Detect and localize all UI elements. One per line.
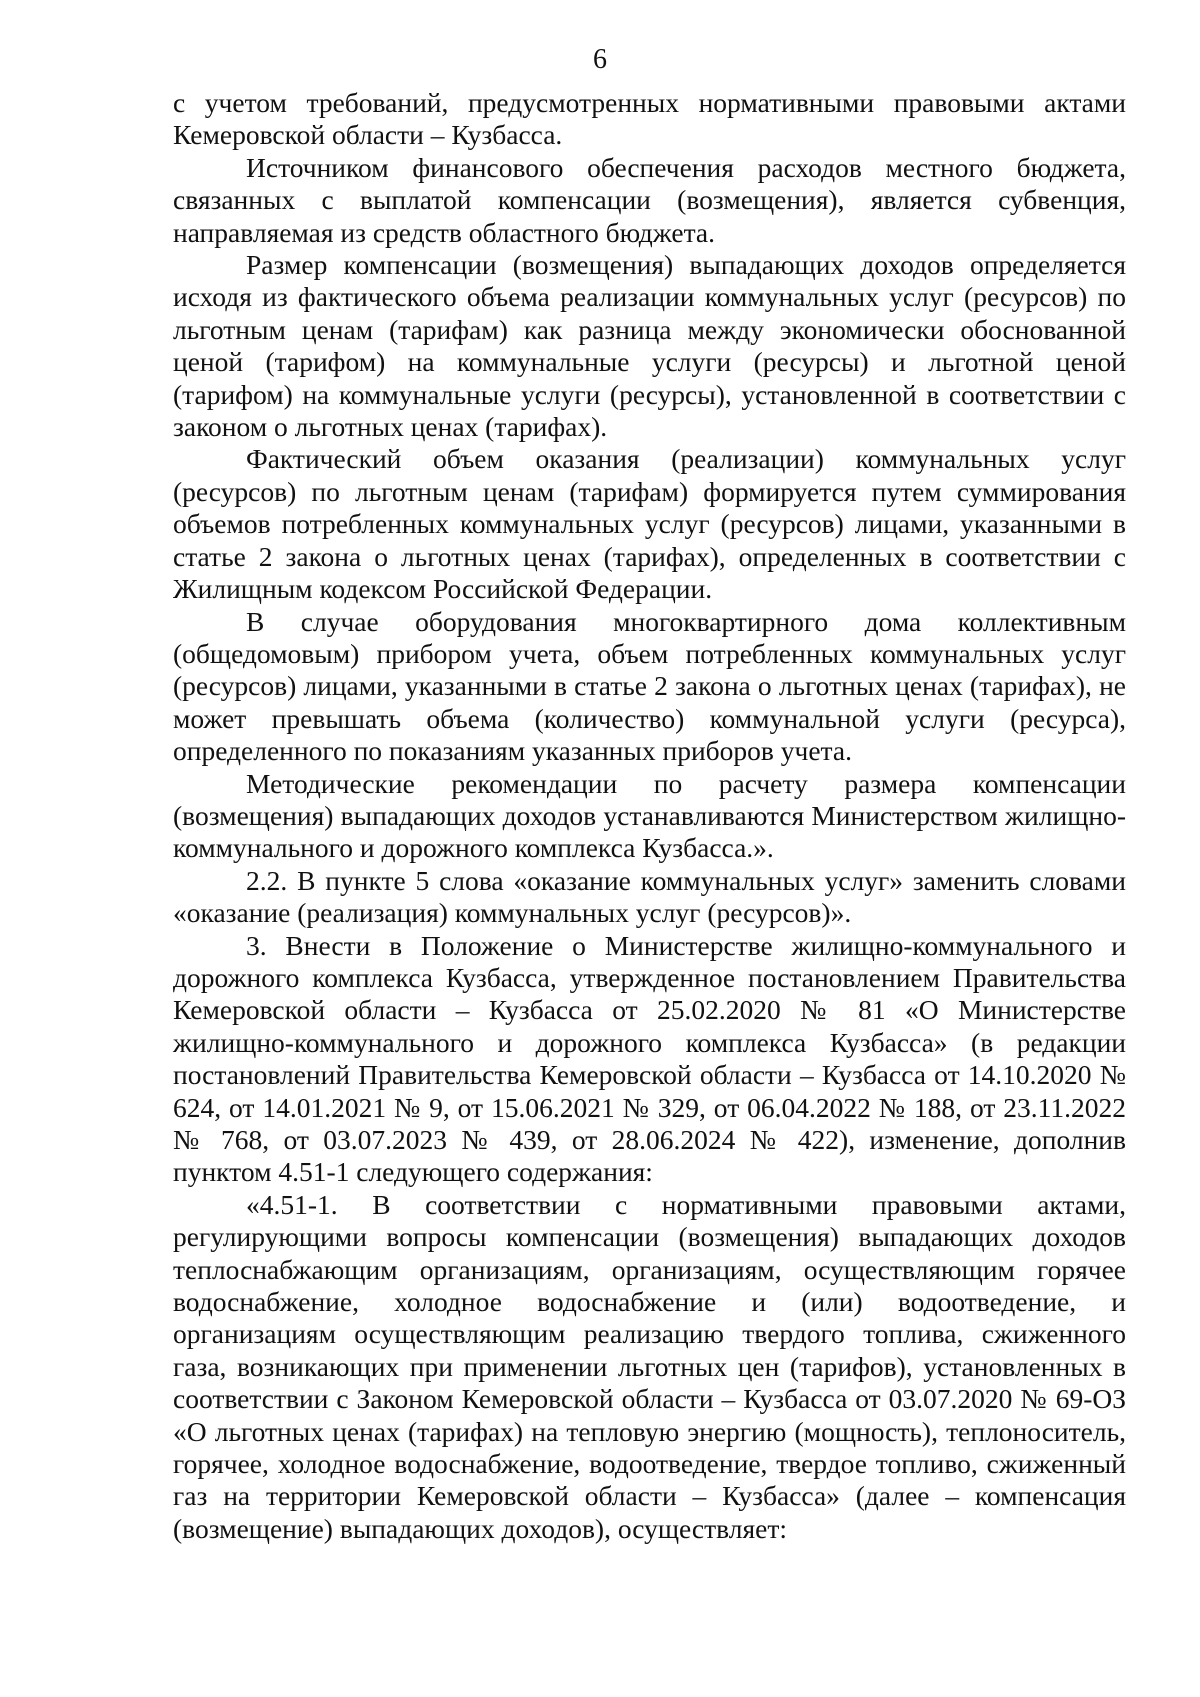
paragraph-actual-volume: Фактический объем оказания (реализации) коммунальных услуг (ресурсов) по льготным ценам (тарифам) формируется путем суммирования объемов потребленных коммунальных услуг (ресурсов) лицами, указанными в статье 2 закона о льготных ценах (тарифах), определенных в соответствии с Жилищным кодексом Российской Федерации. bbox=[173, 443, 1126, 605]
document-body bbox=[173, 87, 1126, 1545]
paragraph-funding-source: Источником финансового обеспечения расходов местного бюджета, связанных с выплатой компенсации (возмещения), является субвенция, направляемая из средств областного бюджета. bbox=[173, 151, 1126, 248]
paragraph-item-4-51-1: «4.51-1. В соответствии с нормативными правовыми актами, регулирующими вопросы компенсации (возмещения) выпадающих доходов теплоснабжающим организациям, организациям, осуществляющим горячее водоснабжение, холодное водоснабжение и (или) водоотведение, и организациям осуществляющим реализацию твердого топлива, сжиженного газа, возникающих при применении льготных цен (тарифов), установленных в соответствии с Законом Кемеровской области – Кузбасса от 03.07.2020 № 69-ОЗ «О льготных ценах (тарифах) на тепловую энергию (мощность), теплоноситель, горячее, холодное водоснабжение, водоотведение, твердое топливо, сжиженный газ на территории Кемеровской области – Кузбасса» (далее – компенсация (возмещение) выпадающих доходов), осуществляет: bbox=[173, 1188, 1126, 1544]
paragraph-metering: В случае оборудования многоквартирного дома коллективным (общедомовым) прибором учета, объем потребленных коммунальных услуг (ресурсов) лицами, указанными в статье 2 закона о льготных ценах (тарифах), не может превышать объема (количество) коммунальной услуги (ресурса), определенного по показаниям указанных приборов учета. bbox=[173, 605, 1126, 767]
paragraph-item-2-2: 2.2. В пункте 5 слова «оказание коммунальных услуг» заменить словами «оказание (реализация) коммунальных услуг (ресурсов)». bbox=[173, 864, 1126, 929]
page-number: 6 bbox=[593, 44, 607, 75]
paragraph-continuation: с учетом требований, предусмотренных нормативными правовыми актами Кемеровской области – Кузбасса. bbox=[173, 87, 1126, 151]
paragraph-item-3: 3. Внести в Положение о Министерстве жилищно-коммунального и дорожного комплекса Кузбасса, утвержденное постановлением Правительства Кемеровской области – Кузбасса от 25.02.2020 № 81 «О Министерстве жилищно-коммунального и дорожного комплекса Кузбасса» (в редакции постановлений Правительства Кемеровской области – Кузбасса от 14.10.2020 № 624, от 14.01.2021 № 9, от 15.06.2021 № 329, от 06.04.2022 № 188, от 23.11.2022 № 768, от 03.07.2023 № 439, от 28.06.2024 № 422), изменение, дополнив пунктом 4.51-1 следующего содержания: bbox=[173, 929, 1126, 1188]
paragraph-compensation-amount: Размер компенсации (возмещения) выпадающих доходов определяется исходя из фактического объема реализации коммунальных услуг (ресурсов) по льготным ценам (тарифам) как разница между экономически обоснованной ценой (тарифом) на коммунальные услуги (ресурсы) и льготной ценой (тарифом) на коммунальные услуги (ресурсы), установленной в соответствии с законом о льготных ценах (тарифах). bbox=[173, 249, 1126, 443]
paragraph-methodology: Методические рекомендации по расчету размера компенсации (возмещения) выпадающих доходов устанавливаются Министерством жилищно-коммунального и дорожного комплекса Кузбасса.». bbox=[173, 767, 1126, 864]
